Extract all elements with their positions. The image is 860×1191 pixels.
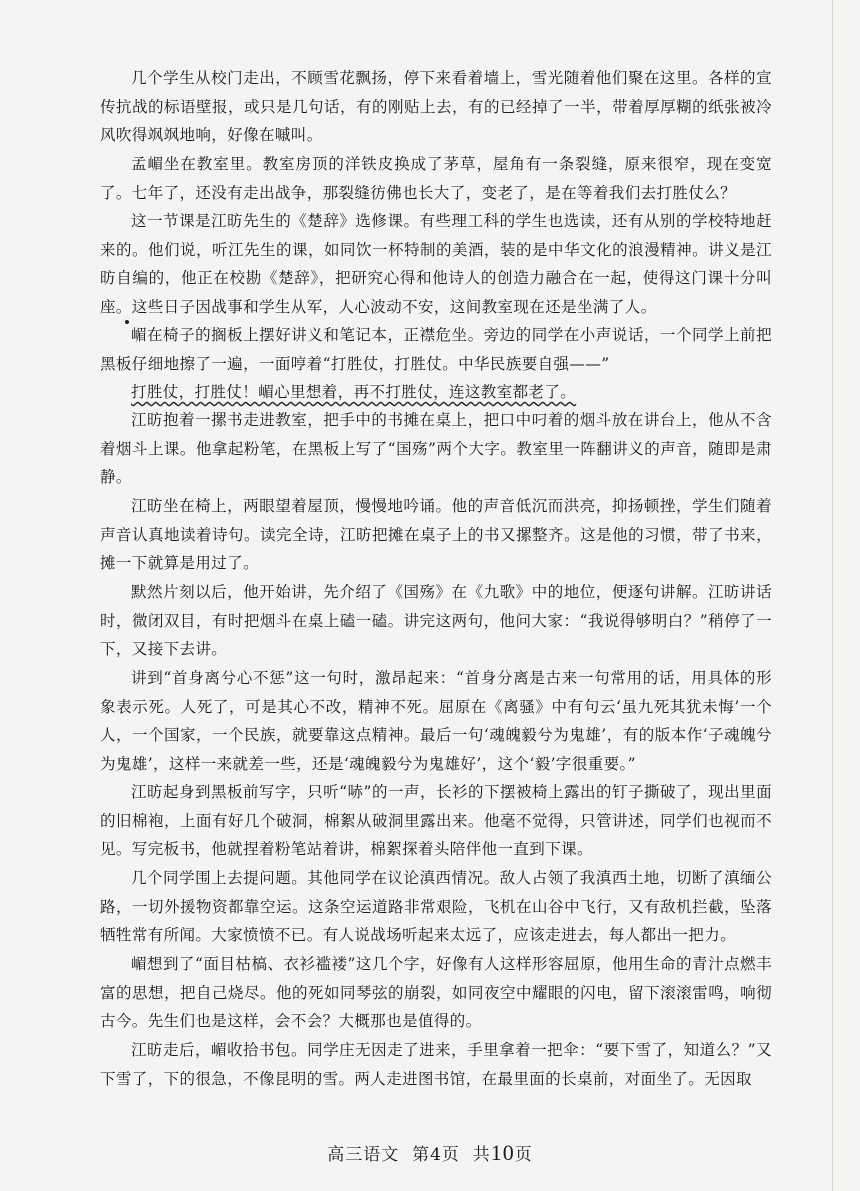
paragraph-10: 江昉起身到黑板前写字，只听“哧”的一声，长衫的下摆被椅上露出的钉子撕破了，现出里面的旧棉袍，上面有好几个破洞，棉絮从破洞里露出来。他毫不觉得，只管讲述，同学们也视而不见。写完板书，他就捏着粉笔站着讲，棉絮探着头陪伴他一直到下课。	[100, 783, 772, 858]
footer-subject: 高三语文	[327, 1145, 400, 1165]
paragraph-8: 默然片刻以后，他开始讲，先介绍了《国殇》在《九歌》中的地位，便逐句讲解。江昉讲话时，微闭双目，有时把烟斗在桌上磕一磕。讲完这两句，他问大家：“我说得够明白？”稍停了一下，又接下去讲。	[100, 583, 772, 658]
paragraph-6: 江昉抱着一摞书走进教室，把手中的书摊在桌上，把口中叼着的烟斗放在讲台上，他从不含着烟斗上课。他拿起粉笔，在黑板上写了“国殇”两个大字。教室里一阵翻讲义的声音，随即是肃静。	[100, 411, 772, 486]
wavy-underlined-sentence: 打胜仗，打胜仗！嵋心里想着，再不打胜仗，连这教室都老了。	[131, 383, 577, 401]
paragraph-11: 几个同学围上去提问题。其他同学在议论滇西情况。敌人占领了我滇西土地，切断了滇缅公路，一切外援物资都靠空运。这条空运道路非常艰险，飞机在山谷中飞行，又有敌机拦截，坠落牺牲常有所闻。大家愤愤不已。有人说战场听起来太远了，应该走进去，每人都出一把力。	[100, 869, 772, 944]
footer-total-prefix: 共	[472, 1145, 491, 1165]
footer-total-suffix: 页	[514, 1145, 533, 1165]
footer-total-pages: 10	[490, 1140, 515, 1165]
paragraph-3: 这一节课是江昉先生的《楚辞》选修课。有些理工科的学生也选读，还有从别的学校特地赶来的。他们说，听江先生的课，如同饮一杯特制的美酒，装的是中华文化的浪漫精神。讲义是江昉自编的，他正在校勘《楚辞》，把研究心得和他诗人的创造力融合在一起，使得这门课十分叫座。这些日子因战事和学生从军，人心波动不安，这间教室现在还是坐满了人。	[100, 212, 772, 316]
paragraph-5-underlined	[100, 378, 772, 407]
page-edge-line	[832, 0, 833, 1191]
paragraph-12: 嵋想到了“面目枯槁、衣衫褴褛”这几个字，好像有人这样形容屈原，他用生命的青汁点燃丰富的思想，把自己烧尽。他的死如同琴弦的崩裂，如同夜空中耀眼的闪电，留下滚滚雷鸣，响彻古今。先生们也是这样，会不会？大概那也是值得的。	[100, 955, 772, 1030]
page-footer	[0, 1140, 860, 1166]
paragraph-7: 江昉坐在椅上，两眼望着屋顶，慢慢地吟诵。他的声音低沉而洪亮，抑扬顿挫，学生们随着声音认真地读着诗句。读完全诗，江昉把摊在桌子上的书又摞整齐。这是他的习惯，带了书来，摊一下就算是用过了。	[100, 497, 772, 572]
footer-page-number: 第4页	[412, 1145, 460, 1165]
paragraph-2: 孟嵋坐在教室里。教室房顶的洋铁皮换成了茅草，屋角有一条裂缝，原来很窄，现在变宽了。七年了，还没有走出战争，那裂缝彷佛也长大了，变老了，是在等着我们去打胜仗么？	[100, 155, 772, 202]
paragraph-13: 江昉走后，嵋收拾书包。同学庄无因走了进来，手里拿着一把伞：“要下雪了，知道么？”又下雪了，下的很急，不像昆明的雪。两人走进图书馆，在最里面的长桌前，对面坐了。无因取	[100, 1041, 772, 1088]
paragraph-4: 嵋在椅子的搁板上摆好讲义和笔记本，正襟危坐。旁边的同学在小声说话，一个同学上前把黑板仔细地擦了一遍，一面哼着“打胜仗，打胜仗。中华民族要自强——”	[100, 326, 772, 373]
paragraph-1: 几个学生从校门走出，不顾雪花飘扬，停下来看着墙上，雪光随着他们聚在这里。各样的宣传抗战的标语壁报，或只是几句话，有的刚贴上去，有的已经掉了一半，带着厚厚糊的纸张被冷风吹得飒飒地响，好像在嘁叫。	[100, 69, 772, 144]
paragraph-9: 讲到“首身离兮心不惩”这一句时，激昂起来：“首身分离是古来一句常用的话，用具体的形象表示死。人死了，可是其心不改，精神不死。屈原在《离骚》中有句云‘虽九死其犹未悔’一个人，一个国家，一个民族，就要靠这点精神。最后一句‘魂魄毅兮为鬼雄’，有的版本作‘子魂魄兮为鬼雄’，这样一来就差一些，还是‘魂魄毅兮为鬼雄好’，这个‘毅’字很重要。”	[100, 669, 772, 773]
